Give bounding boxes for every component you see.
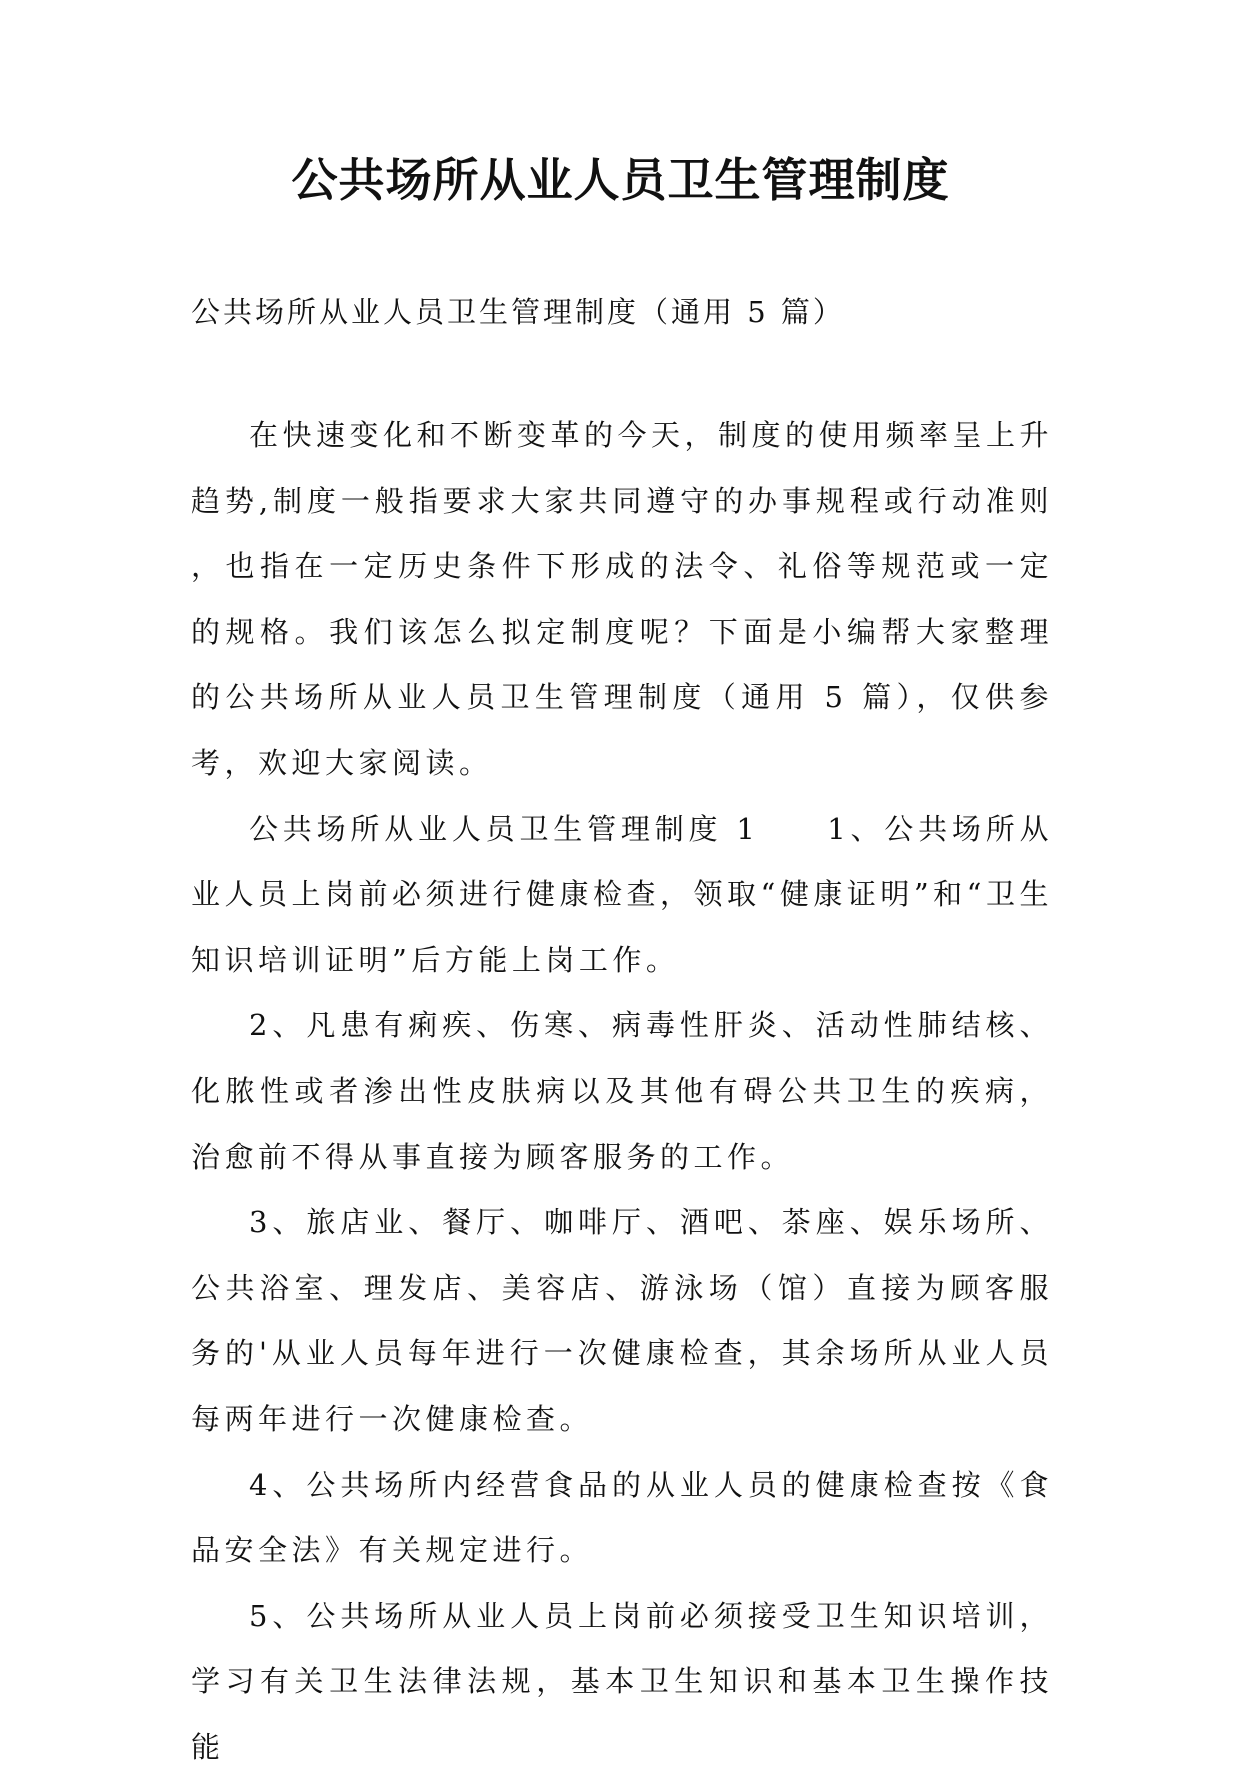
document-subtitle: 公共场所从业人员卫生管理制度（通用 5 篇）	[191, 295, 845, 329]
rule-3-paragraph: 3、旅店业、餐厅、咖啡厅、酒吧、茶座、娱乐场所、公共浴室、理发店、美容店、游泳场（馆）直接为顾客服务的'从业人员每年进行一次健康检查，其余场所从业人员每两年进行一次健康检查。	[191, 1205, 1053, 1436]
intro-paragraph: 在快速变化和不断变革的今天，制度的使用频率呈上升趋势,制度一般指要求大家共同遵守的办事规程或行动准则，也指在一定历史条件下形成的法令、礼俗等规范或一定的规格。我们该怎么拟定制度呢？下面是小编帮大家整理的公共场所从业人员卫生管理制度（通用 5 篇），仅供参考，欢迎大家阅读。	[191, 418, 1054, 780]
document-body	[191, 403, 1053, 1780]
rule-5-paragraph: 5、公共场所从业人员上岗前必须接受卫生知识培训，学习有关卫生法律法规，基本卫生知识和基本卫生操作技能	[191, 1598, 1053, 1764]
rule-4-paragraph: 4、公共场所内经营食品的从业人员的健康检查按《食品安全法》有关规定进行。	[191, 1467, 1053, 1568]
rule-2-paragraph: 2、凡患有痢疾、伤寒、病毒性肝炎、活动性肺结核、化脓性或者渗出性皮肤病以及其他有碍公共卫生的疾病，治愈前不得从事直接为顾客服务的工作。	[191, 1008, 1053, 1174]
document-title: 公共场所从业人员卫生管理制度	[291, 153, 950, 207]
rule-1-paragraph: 公共场所从业人员卫生管理制度 1 1、公共场所从业人员上岗前必须进行健康检查，领取“健康证明”和“卫生知识培训证明”后方能上岗工作。	[191, 811, 1053, 977]
